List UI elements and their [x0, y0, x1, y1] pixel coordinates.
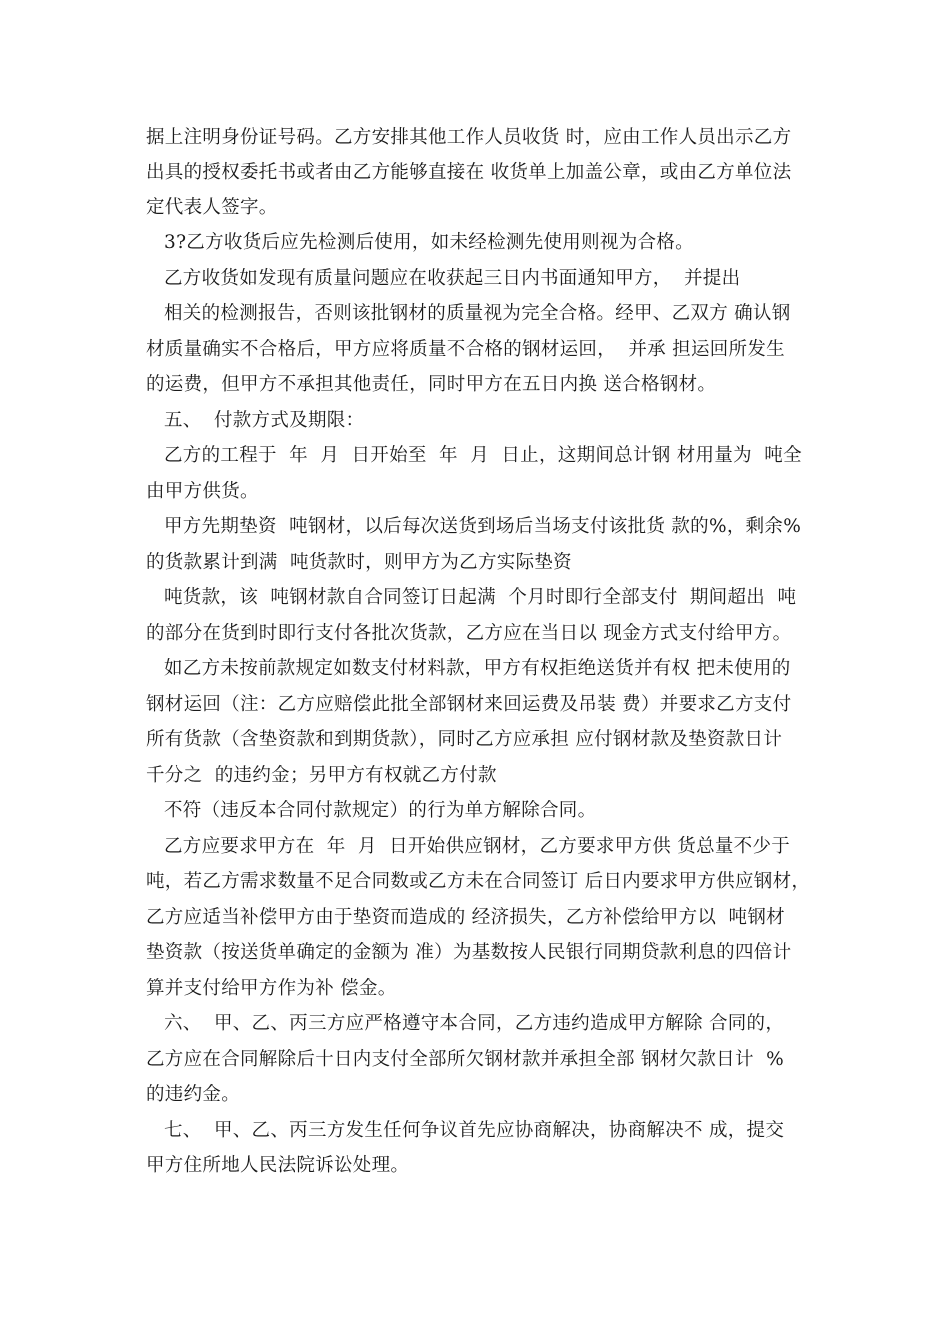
- text-line: 的运费，但甲方不承担其他责任，同时甲方在五日内换 送合格钢材。: [146, 374, 717, 395]
- text-line: 乙方的工程于 年 月 日开始至 年 月 日止，这期间总计钢 材用量为 吨全: [164, 445, 802, 466]
- text-line: 如乙方未按前款规定如数支付材料款，甲方有权拒绝送货并有权 把未使用的: [164, 658, 791, 679]
- text-line: 定代表人签字。: [146, 197, 278, 218]
- text-line: 甲方先期垫资 吨钢材，以后每次送货到场后当场支付该批货 款的%，剩余%: [164, 516, 802, 537]
- text-line: 乙方应在合同解除后十日内支付全部所欠钢材款并承担全部 钢材欠款日计 %: [146, 1049, 785, 1070]
- text-line: 所有货款（含垫资款和到期货款），同时乙方应承担 应付钢材款及垫资款日计: [146, 729, 783, 750]
- text-line: 的违约金。: [146, 1084, 241, 1105]
- text-line: 钢材运回（注：乙方应赔偿此批全部钢材来回运费及吊装 费）并要求乙方支付: [146, 694, 792, 715]
- text-line: 的部分在货到时即行支付各批次货款，乙方应在当日以 现金方式支付给甲方。: [146, 623, 792, 644]
- text-line: 垫资款（按送货单确定的金额为 准）为基数按人民银行同期贷款利息的四倍计: [146, 942, 792, 963]
- text-line: 出具的授权委托书或者由乙方能够直接在 收货单上加盖公章，或由乙方单位法: [146, 162, 792, 183]
- text-line: 千分之 的违约金；另甲方有权就乙方付款: [146, 765, 497, 786]
- section-heading: 五、 付款方式及期限：: [164, 410, 365, 431]
- text-line: 材质量确实不合格后，甲方应将质量不合格的钢材运回， 并承 担运回所发生: [146, 339, 785, 360]
- text-line: 据上注明身份证号码。乙方安排其他工作人员收货 时，应由工作人员出示乙方: [146, 127, 792, 148]
- section-heading: 六、 甲、乙、丙三方应严格遵守本合同，乙方违约造成甲方解除 合同的，: [164, 1013, 785, 1034]
- text-line: 乙方应适当补偿甲方由于垫资而造成的 经济损失，乙方补偿给甲方以 吨钢材: [146, 907, 785, 928]
- text-line: 3?乙方收货后应先检测后使用，如未经检测先使用则视为合格。: [164, 232, 694, 253]
- text-line: 算并支付给甲方作为补 偿金。: [146, 978, 397, 999]
- text-line: 的货款累计到满 吨货款时，则甲方为乙方实际垫资: [146, 552, 572, 573]
- text-line: 由甲方供货。: [146, 481, 259, 502]
- section-heading: 七、 甲、乙、丙三方发生任何争议首先应协商解决，协商解决不 成，提交: [164, 1120, 785, 1141]
- text-line: 乙方收货如发现有质量问题应在收获起三日内书面通知甲方， 并提出: [164, 268, 741, 289]
- text-line: 吨货款，该 吨钢材款自合同签订日起满 个月时即行全部支付 期间超出 吨: [164, 587, 797, 608]
- text-line: 不符（违反本合同付款规定）的行为单方解除合同。: [164, 800, 597, 821]
- text-line: 吨，若乙方需求数量不足合同数或乙方未在合同签订 后日内要求甲方供应钢材，: [146, 871, 811, 892]
- text-line: 甲方住所地人民法院诉讼处理。: [146, 1155, 410, 1176]
- text-line: 乙方应要求甲方在 年 月 日开始供应钢材，乙方要求甲方供 货总量不少于: [164, 836, 791, 857]
- text-line: 相关的检测报告，否则该批钢材的质量视为完全合格。经甲、乙双方 确认钢: [164, 303, 791, 324]
